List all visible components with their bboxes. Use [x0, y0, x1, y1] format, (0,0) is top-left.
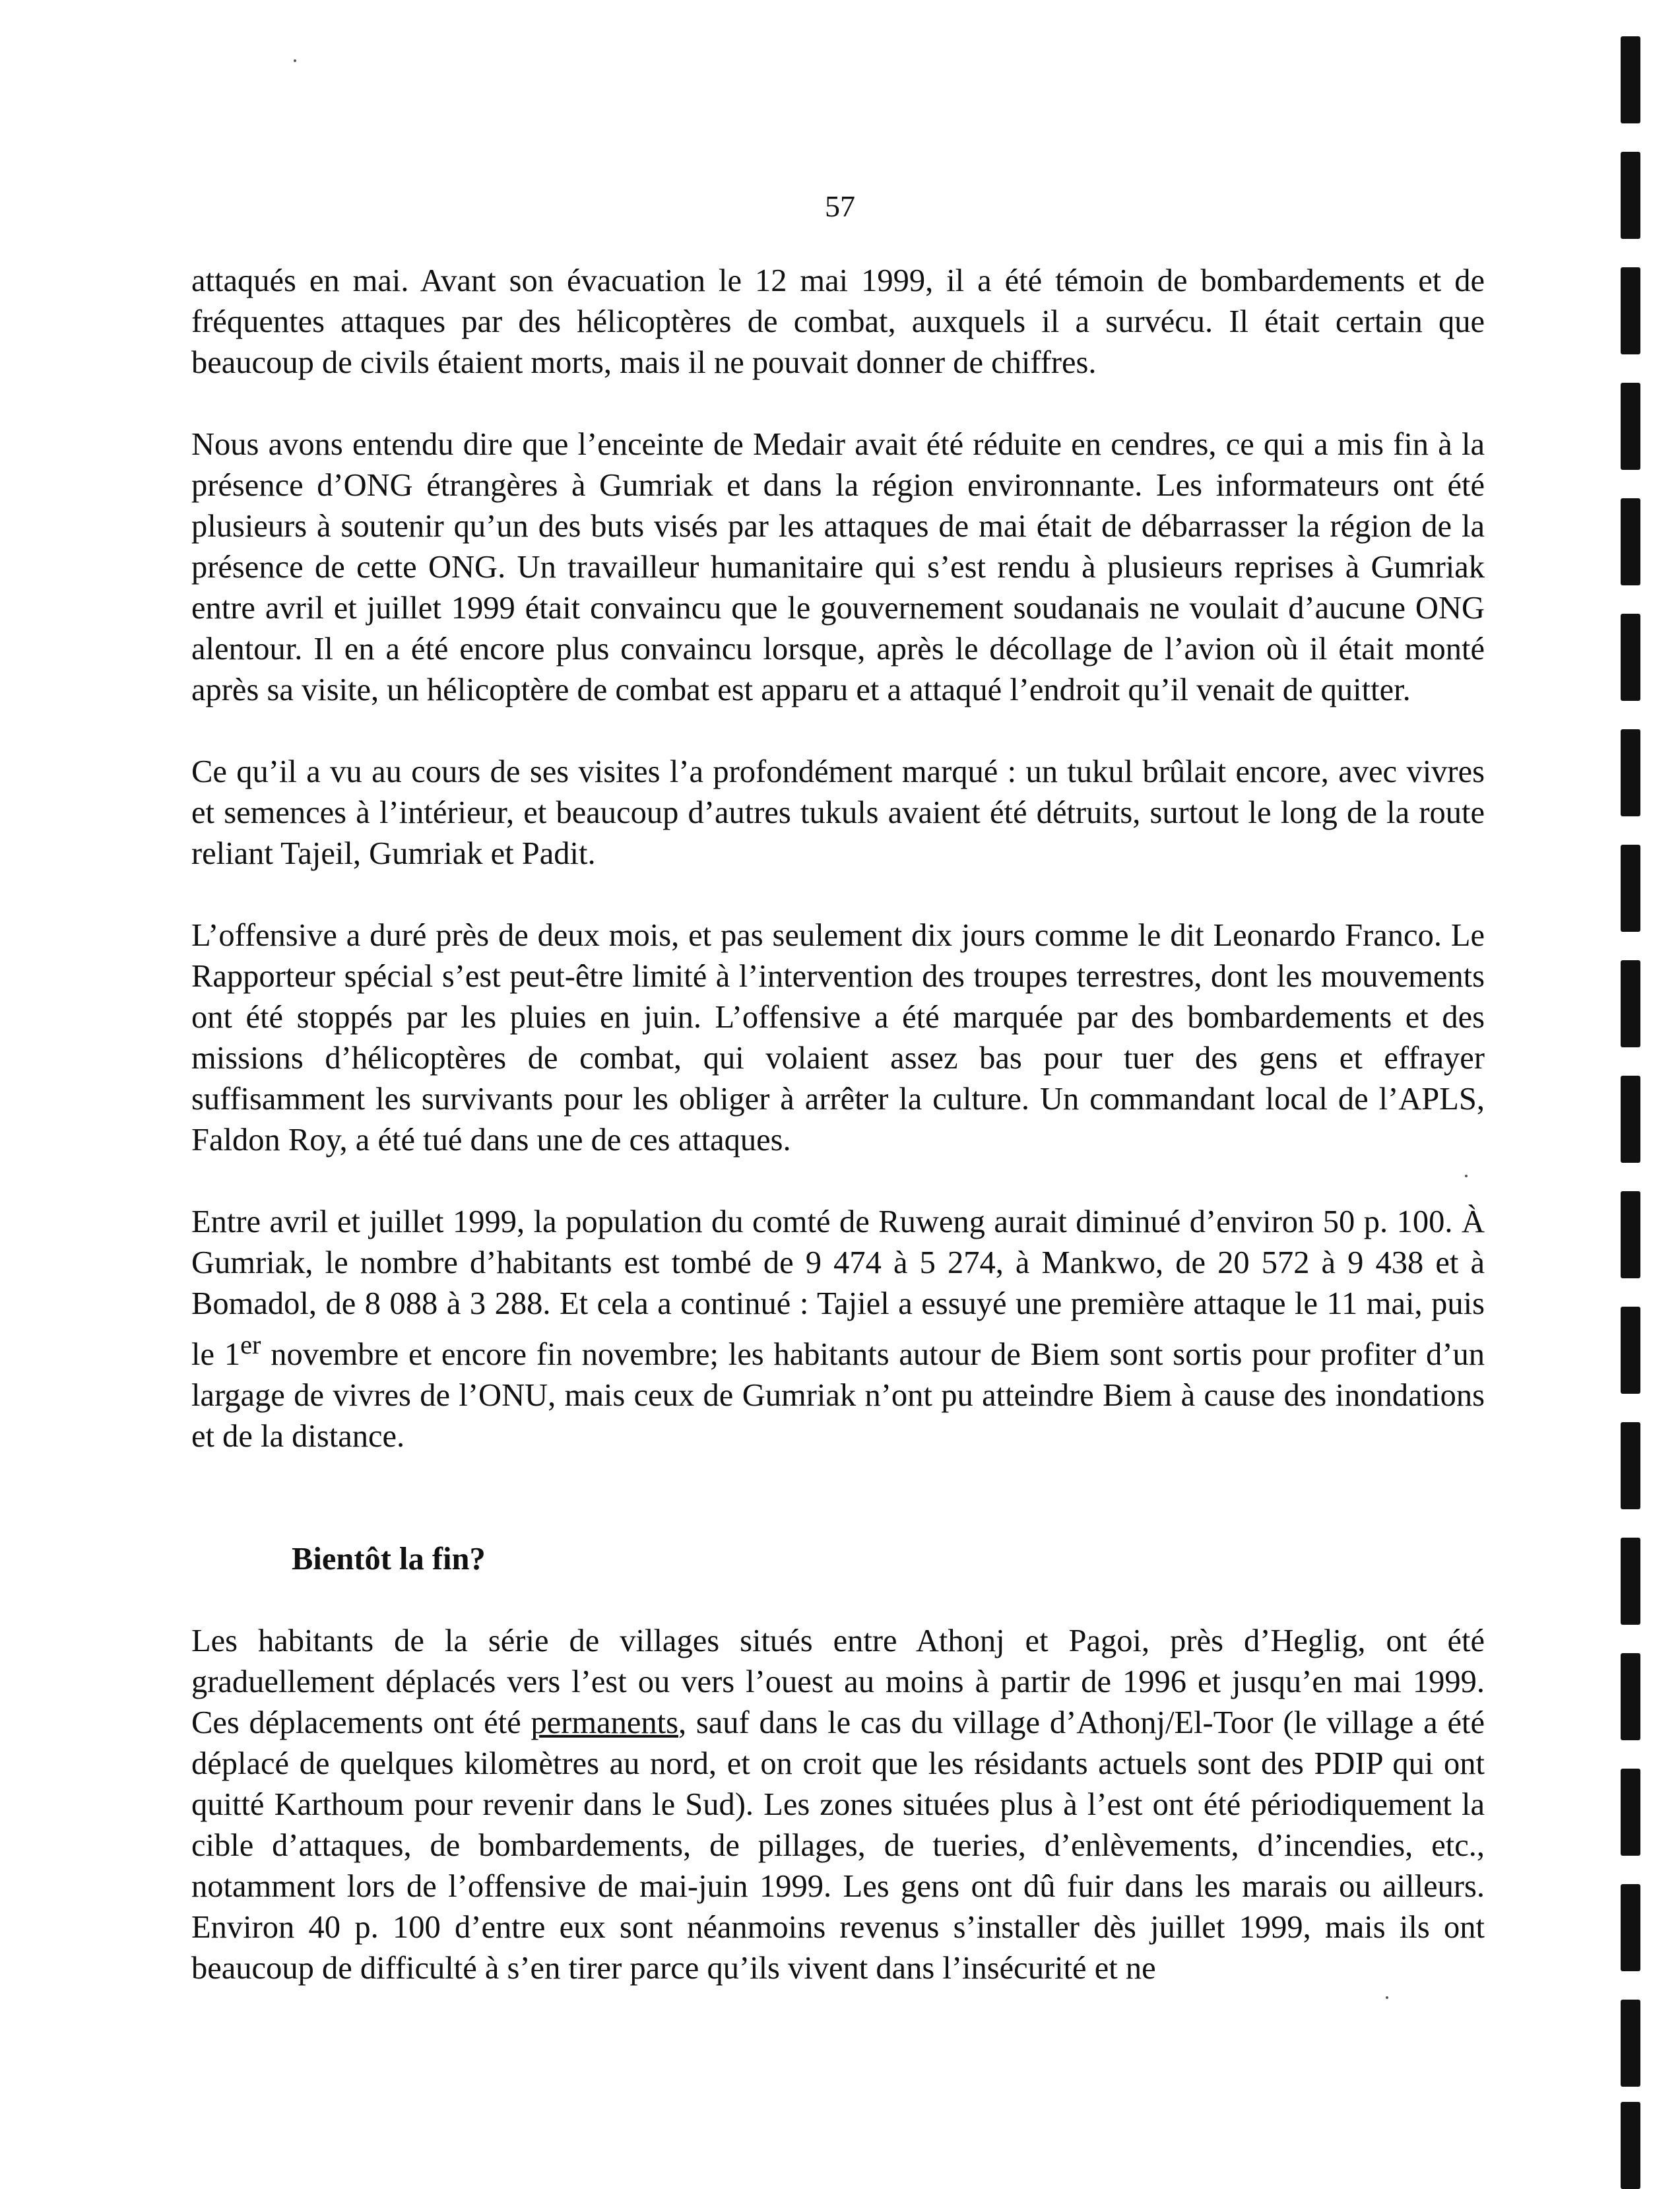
page-number: 57 [825, 189, 855, 223]
binding-hole [1621, 2102, 1640, 2189]
paragraph-6 [191, 1621, 1485, 1989]
paragraph-3: Ce qu’il a vu au cours de ses visites l’a profondément marqué : un tukul brûlait encore, avec vivres et semences à l’intérieur, et beaucoup d’autres tukuls avaient été détruits, surtout le long de la route reliant Tajeil, Gumriak et Padit. [191, 754, 1485, 871]
binding-hole [1621, 1422, 1640, 1509]
binding-hole [1621, 2000, 1640, 2087]
body-text [191, 261, 1485, 2030]
binding-hole [1621, 614, 1640, 701]
paragraph-2: Nous avons entendu dire que l’enceinte de Medair avait été réduite en cendres, ce qui a mis fin à la présence d’ONG étrangères à Gumriak et dans la région environnante. Les informateurs ont été plusieurs à soutenir qu’un des buts visés par les attaques de mai était de débarrasser la région de la présence de cette ONG. Un travailleur humanitaire qui s’est rendu à plusieurs reprises à Gumriak entre avril et juillet 1999 était convaincu que le gouvernement soudanais ne voulait d’aucune ONG alentour. Il en a été encore plus convaincu lorsque, après le décollage de l’avion où il était monté après sa visite, un hélicoptère de combat est apparu et a attaqué l’endroit qu’il venait de quitter. [191, 427, 1485, 707]
binding-hole [1621, 1191, 1640, 1278]
binding-hole [1621, 960, 1640, 1047]
binding-hole [1621, 383, 1640, 470]
paragraph-4: L’offensive a duré près de deux mois, et pas seulement dix jours comme le dit Leonardo Franco. Le Rapporteur spécial s’est peut-être limité à l’intervention des troupes terrestres, dont les mouvements ont été stoppés par les pluies en juin. L’offensive a été marquée par des bombardements et des missions d’hélicoptères de combat, qui volaient assez bas pour tuer des gens et effrayer suffisamment les survivants pour les obliger à arrêter la culture. Un commandant local de l’APLS, Faldon Roy, a été tué dans une de ces attaques. [191, 918, 1485, 1158]
binding-hole [1621, 1538, 1640, 1625]
binding-hole [1621, 36, 1640, 123]
scan-speck [1386, 1996, 1388, 1999]
ordinal-superscript: er [240, 1330, 261, 1359]
binding-hole [1621, 1307, 1640, 1394]
paragraph-6-text-b: , sauf dans le cas du village d’Athonj/El-Toor (le village a été déplacé de quelques kilomètres au nord, et on croit que les résidants actuels sont des PDIP qui ont quitté Karthoum pour revenir dans le Sud). Les zones situées plus à l’est ont été périodiquement la cible d’attaques, de bombardements, de pillages, de tueries, d’enlèvements, d’incendies, etc., notamment lors de l’offensive de mai-juin 1999. Les gens ont dû fuir dans les marais ou ailleurs. Environ 40 p. 100 d’entre eux sont néanmoins revenus s’installer dès juillet 1999, mais ils ont beaucoup de difficulté à s’en tirer parce qu’ils vivent dans l’insécurité et ne [191, 1705, 1485, 1986]
binding-hole [1621, 498, 1640, 585]
binding-hole [1621, 845, 1640, 932]
binding-hole [1621, 152, 1640, 239]
paragraph-1: attaqués en mai. Avant son évacuation le 12 mai 1999, il a été témoin de bombardements et de fréquentes attaques par des hélicoptères de combat, auxquels il a survécu. Il était certain que beaucoup de civils étaient morts, mais il ne pouvait donner de chiffres. [191, 263, 1485, 380]
section-heading: Bientôt la fin? [292, 1542, 486, 1577]
paragraph-5 [191, 1202, 1485, 1457]
binding-hole [1621, 1653, 1640, 1740]
binding-hole [1621, 1769, 1640, 1856]
scan-speck [1465, 1175, 1468, 1177]
binding-hole [1621, 1076, 1640, 1163]
binding-holes [1621, 0, 1647, 2189]
binding-hole [1621, 267, 1640, 354]
binding-hole [1621, 729, 1640, 816]
binding-hole [1621, 1884, 1640, 1971]
paragraph-5-text-a: Entre avril et juillet 1999, la population du comté de Ruweng aurait diminué d’environ 50 p. 100. À Gumriak, le nombre d’habitants est tombé de 9 474 à 5 274, à Mankwo, de 20 572 à 9 438 et à Bomadol, de 8 088 à 3 288. Et cela a continué : Tajiel a essuyé une première attaque le 11 mai, puis le 1 [191, 1204, 1485, 1373]
scan-speck [294, 59, 296, 62]
paragraph-6-text-a: Les habitants de la série de villages situés entre Athonj et Pagoi, près d’Heglig, ont été graduellement déplacés vers l’est ou vers l’ouest au moins à partir de 1996 et jusqu’en mai 1999. Ces déplacements ont été [191, 1623, 1485, 1741]
paragraph-5-text-b: novembre et encore fin novembre; les habitants autour de Biem sont sortis pour profiter d’un largage de vivres de l’ONU, mais ceux de Gumriak n’ont pu atteindre Biem à cause des inondations et de la distance. [191, 1337, 1485, 1454]
underlined-word: permanents [531, 1705, 678, 1741]
